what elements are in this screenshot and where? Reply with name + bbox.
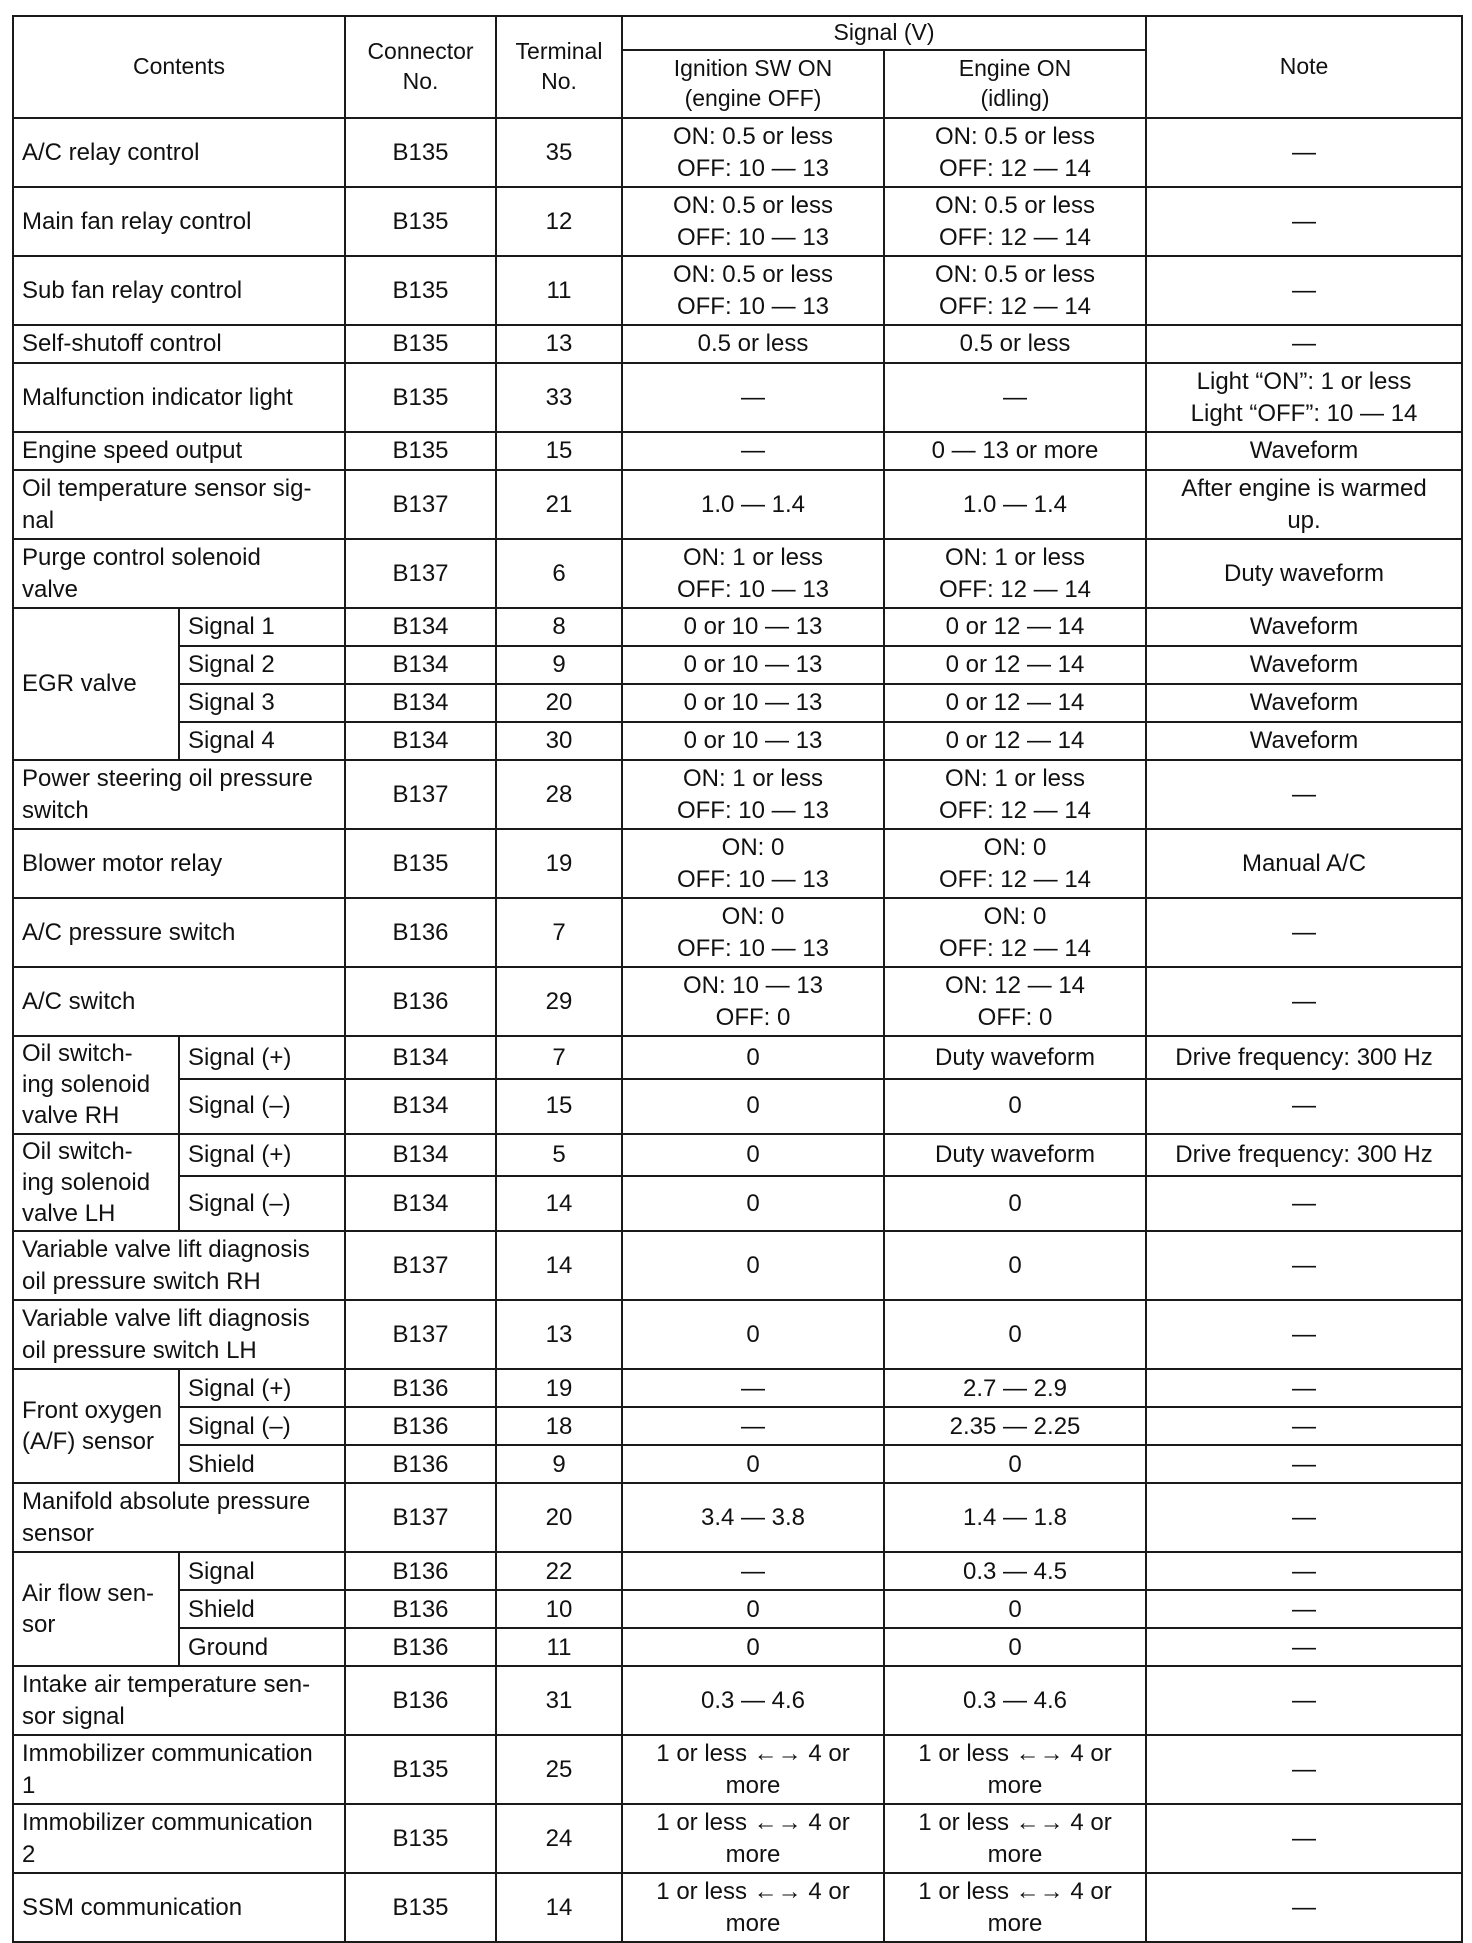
- table-row: [13, 118, 1462, 187]
- signal-engine-on: 0: [884, 1590, 1146, 1628]
- sub-label: Shield: [179, 1590, 345, 1628]
- table-row: [13, 1300, 1462, 1369]
- table-row: [13, 1666, 1462, 1735]
- signal-ignition-on: ON: 0 OFF: 10 — 13: [622, 898, 884, 967]
- table-row: [13, 646, 1462, 684]
- row-label: Sub fan relay control: [13, 256, 345, 325]
- note: —: [1146, 1628, 1462, 1666]
- terminal-no: 7: [496, 1036, 622, 1079]
- row-label: Main fan relay control: [13, 187, 345, 256]
- header-contents: Contents: [13, 16, 345, 118]
- row-label: Immobilizer communication 1: [13, 1735, 345, 1804]
- table-row: [13, 1552, 1462, 1590]
- connector-no: B135: [345, 118, 496, 187]
- note: —: [1146, 898, 1462, 967]
- signal-ignition-on: —: [622, 1552, 884, 1590]
- note: —: [1146, 1666, 1462, 1735]
- header-terminal: Terminal No.: [496, 16, 622, 118]
- table-row: [13, 1079, 1462, 1134]
- table-row: [13, 1445, 1462, 1483]
- table-row: [13, 608, 1462, 646]
- table-row: [13, 760, 1462, 829]
- header-row-1: [13, 16, 1462, 50]
- signal-engine-on: ON: 0 OFF: 12 — 14: [884, 898, 1146, 967]
- note: —: [1146, 256, 1462, 325]
- signal-engine-on: 1 or less ←→ 4 or more: [884, 1735, 1146, 1804]
- sub-label: Signal: [179, 1552, 345, 1590]
- terminal-no: 5: [496, 1134, 622, 1177]
- signal-ignition-on: ON: 1 or less OFF: 10 — 13: [622, 760, 884, 829]
- row-label: Oil temperature sensor sig- nal: [13, 470, 345, 539]
- connector-no: B135: [345, 1735, 496, 1804]
- signal-ignition-on: ON: 0.5 or less OFF: 10 — 13: [622, 187, 884, 256]
- connector-no: B134: [345, 608, 496, 646]
- row-label: A/C relay control: [13, 118, 345, 187]
- terminal-no: 14: [496, 1873, 622, 1942]
- signal-table: [12, 15, 1463, 1943]
- header-ignition-on: Ignition SW ON (engine OFF): [622, 50, 884, 118]
- sub-label: Signal 2: [179, 646, 345, 684]
- table-row: [13, 1628, 1462, 1666]
- signal-engine-on: ON: 0.5 or less OFF: 12 — 14: [884, 118, 1146, 187]
- signal-engine-on: ON: 12 — 14 OFF: 0: [884, 967, 1146, 1036]
- row-label: Power steering oil pressure switch: [13, 760, 345, 829]
- header-note: Note: [1146, 16, 1462, 118]
- signal-ignition-on: —: [622, 1407, 884, 1445]
- terminal-no: 35: [496, 118, 622, 187]
- note: —: [1146, 1231, 1462, 1300]
- sub-label: Signal 1: [179, 608, 345, 646]
- connector-no: B134: [345, 722, 496, 760]
- connector-no: B137: [345, 760, 496, 829]
- signal-ignition-on: ON: 0 OFF: 10 — 13: [622, 829, 884, 898]
- connector-no: B135: [345, 256, 496, 325]
- connector-no: B135: [345, 1873, 496, 1942]
- note: Waveform: [1146, 684, 1462, 722]
- terminal-no: 8: [496, 608, 622, 646]
- table-row: [13, 325, 1462, 363]
- terminal-no: 15: [496, 1079, 622, 1134]
- table-row: [13, 684, 1462, 722]
- connector-no: B136: [345, 898, 496, 967]
- connector-no: B136: [345, 967, 496, 1036]
- signal-engine-on: —: [884, 363, 1146, 432]
- row-label: Variable valve lift diagnosis oil pressure switch LH: [13, 1300, 345, 1369]
- note: —: [1146, 118, 1462, 187]
- row-label: SSM communication: [13, 1873, 345, 1942]
- sub-label: Ground: [179, 1628, 345, 1666]
- signal-engine-on: 1.4 — 1.8: [884, 1483, 1146, 1552]
- signal-ignition-on: 0.3 — 4.6: [622, 1666, 884, 1735]
- signal-engine-on: 0.3 — 4.5: [884, 1552, 1146, 1590]
- connector-no: B137: [345, 1300, 496, 1369]
- terminal-no: 13: [496, 325, 622, 363]
- signal-engine-on: 1 or less ←→ 4 or more: [884, 1804, 1146, 1873]
- note: —: [1146, 187, 1462, 256]
- note: —: [1146, 1483, 1462, 1552]
- table-row: [13, 1369, 1462, 1407]
- group-label: Oil switch- ing solenoid valve RH: [13, 1036, 179, 1134]
- table-row: [13, 539, 1462, 608]
- connector-no: B137: [345, 1231, 496, 1300]
- terminal-no: 9: [496, 646, 622, 684]
- sub-label: Signal 3: [179, 684, 345, 722]
- signal-ignition-on: 0: [622, 1300, 884, 1369]
- terminal-no: 24: [496, 1804, 622, 1873]
- sub-label: Signal (+): [179, 1036, 345, 1079]
- table-row: [13, 1804, 1462, 1873]
- signal-engine-on: ON: 0 OFF: 12 — 14: [884, 829, 1146, 898]
- connector-no: B135: [345, 187, 496, 256]
- signal-ignition-on: ON: 1 or less OFF: 10 — 13: [622, 539, 884, 608]
- terminal-no: 12: [496, 187, 622, 256]
- row-label: Variable valve lift diagnosis oil pressure switch RH: [13, 1231, 345, 1300]
- connector-no: B137: [345, 539, 496, 608]
- row-label: Immobilizer communication 2: [13, 1804, 345, 1873]
- sub-label: Signal (–): [179, 1176, 345, 1231]
- signal-engine-on: 0: [884, 1628, 1146, 1666]
- signal-engine-on: 0 or 12 — 14: [884, 684, 1146, 722]
- note: Waveform: [1146, 608, 1462, 646]
- terminal-no: 19: [496, 1369, 622, 1407]
- row-label: Manifold absolute pressure sensor: [13, 1483, 345, 1552]
- signal-ignition-on: 0.5 or less: [622, 325, 884, 363]
- connector-no: B136: [345, 1445, 496, 1483]
- connector-no: B137: [345, 470, 496, 539]
- signal-ignition-on: 0: [622, 1036, 884, 1079]
- signal-engine-on: 1 or less ←→ 4 or more: [884, 1873, 1146, 1942]
- connector-no: B135: [345, 1804, 496, 1873]
- sub-label: Signal (+): [179, 1134, 345, 1177]
- signal-engine-on: Duty waveform: [884, 1134, 1146, 1177]
- signal-ignition-on: 0: [622, 1628, 884, 1666]
- signal-ignition-on: ON: 10 — 13 OFF: 0: [622, 967, 884, 1036]
- connector-no: B134: [345, 1176, 496, 1231]
- note: Manual A/C: [1146, 829, 1462, 898]
- connector-no: B136: [345, 1666, 496, 1735]
- terminal-no: 13: [496, 1300, 622, 1369]
- terminal-no: 14: [496, 1231, 622, 1300]
- sub-label: Signal (+): [179, 1369, 345, 1407]
- terminal-no: 25: [496, 1735, 622, 1804]
- table-row: [13, 363, 1462, 432]
- signal-ignition-on: 1.0 — 1.4: [622, 470, 884, 539]
- table-row: [13, 722, 1462, 760]
- signal-engine-on: ON: 0.5 or less OFF: 12 — 14: [884, 256, 1146, 325]
- terminal-no: 11: [496, 1628, 622, 1666]
- note: —: [1146, 1300, 1462, 1369]
- connector-no: B134: [345, 1134, 496, 1177]
- table-row: [13, 1483, 1462, 1552]
- signal-ignition-on: ON: 0.5 or less OFF: 10 — 13: [622, 118, 884, 187]
- table-row: [13, 470, 1462, 539]
- group-label: Oil switch- ing solenoid valve LH: [13, 1134, 179, 1232]
- terminal-no: 10: [496, 1590, 622, 1628]
- row-label: Engine speed output: [13, 432, 345, 470]
- signal-engine-on: 0: [884, 1176, 1146, 1231]
- note: —: [1146, 1176, 1462, 1231]
- signal-engine-on: 0 or 12 — 14: [884, 646, 1146, 684]
- row-label: A/C pressure switch: [13, 898, 345, 967]
- signal-ignition-on: 0 or 10 — 13: [622, 684, 884, 722]
- note: —: [1146, 325, 1462, 363]
- table-row: [13, 187, 1462, 256]
- connector-no: B136: [345, 1407, 496, 1445]
- table-row: [13, 829, 1462, 898]
- table-row: [13, 1134, 1462, 1177]
- sub-label: Signal 4: [179, 722, 345, 760]
- table-row: [13, 967, 1462, 1036]
- table-row: [13, 1873, 1462, 1942]
- connector-no: B135: [345, 363, 496, 432]
- signal-ignition-on: 1 or less ←→ 4 or more: [622, 1804, 884, 1873]
- terminal-no: 28: [496, 760, 622, 829]
- terminal-no: 29: [496, 967, 622, 1036]
- note: —: [1146, 967, 1462, 1036]
- signal-ignition-on: 0 or 10 — 13: [622, 608, 884, 646]
- table-row: [13, 432, 1462, 470]
- table-body: [13, 118, 1462, 1942]
- connector-no: B134: [345, 646, 496, 684]
- terminal-no: 31: [496, 1666, 622, 1735]
- note: —: [1146, 1369, 1462, 1407]
- note: Waveform: [1146, 722, 1462, 760]
- signal-engine-on: ON: 1 or less OFF: 12 — 14: [884, 539, 1146, 608]
- header-connector: Connector No.: [345, 16, 496, 118]
- signal-ignition-on: 0 or 10 — 13: [622, 722, 884, 760]
- connector-no: B136: [345, 1552, 496, 1590]
- table-row: [13, 1176, 1462, 1231]
- table-row: [13, 1036, 1462, 1079]
- connector-no: B135: [345, 829, 496, 898]
- signal-ignition-on: 0: [622, 1079, 884, 1134]
- row-label: Purge control solenoid valve: [13, 539, 345, 608]
- signal-ignition-on: ON: 0.5 or less OFF: 10 — 13: [622, 256, 884, 325]
- connector-no: B134: [345, 684, 496, 722]
- note: —: [1146, 1804, 1462, 1873]
- note: After engine is warmed up.: [1146, 470, 1462, 539]
- signal-engine-on: ON: 1 or less OFF: 12 — 14: [884, 760, 1146, 829]
- signal-ignition-on: 0: [622, 1231, 884, 1300]
- note: Duty waveform: [1146, 539, 1462, 608]
- signal-engine-on: 0: [884, 1231, 1146, 1300]
- terminal-no: 15: [496, 432, 622, 470]
- table-row: [13, 256, 1462, 325]
- sub-label: Signal (–): [179, 1079, 345, 1134]
- table-row: [13, 1407, 1462, 1445]
- note: —: [1146, 1552, 1462, 1590]
- note: Waveform: [1146, 646, 1462, 684]
- connector-no: B134: [345, 1079, 496, 1134]
- terminal-no: 14: [496, 1176, 622, 1231]
- signal-ignition-on: 1 or less ←→ 4 or more: [622, 1873, 884, 1942]
- terminal-no: 20: [496, 1483, 622, 1552]
- sub-label: Shield: [179, 1445, 345, 1483]
- signal-engine-on: 0.3 — 4.6: [884, 1666, 1146, 1735]
- table-row: [13, 898, 1462, 967]
- row-label: Blower motor relay: [13, 829, 345, 898]
- signal-ignition-on: —: [622, 1369, 884, 1407]
- terminal-no: 22: [496, 1552, 622, 1590]
- connector-no: B136: [345, 1590, 496, 1628]
- signal-engine-on: 0: [884, 1445, 1146, 1483]
- sub-label: Signal (–): [179, 1407, 345, 1445]
- connector-no: B136: [345, 1628, 496, 1666]
- terminal-no: 21: [496, 470, 622, 539]
- row-label: A/C switch: [13, 967, 345, 1036]
- table-row: [13, 1231, 1462, 1300]
- connector-no: B135: [345, 325, 496, 363]
- signal-ignition-on: 0: [622, 1134, 884, 1177]
- signal-ignition-on: 0: [622, 1445, 884, 1483]
- signal-engine-on: 2.35 — 2.25: [884, 1407, 1146, 1445]
- signal-ignition-on: 3.4 — 3.8: [622, 1483, 884, 1552]
- note: —: [1146, 1445, 1462, 1483]
- signal-engine-on: 0 or 12 — 14: [884, 722, 1146, 760]
- signal-ignition-on: 0: [622, 1590, 884, 1628]
- group-label: Front oxygen (A/F) sensor: [13, 1369, 179, 1483]
- signal-ignition-on: —: [622, 363, 884, 432]
- row-label: Intake air temperature sen- sor signal: [13, 1666, 345, 1735]
- terminal-no: 19: [496, 829, 622, 898]
- table-row: [13, 1590, 1462, 1628]
- note: Waveform: [1146, 432, 1462, 470]
- terminal-no: 6: [496, 539, 622, 608]
- header-signal: Signal (V): [622, 16, 1146, 50]
- signal-engine-on: 0.5 or less: [884, 325, 1146, 363]
- signal-engine-on: 2.7 — 2.9: [884, 1369, 1146, 1407]
- signal-engine-on: 1.0 — 1.4: [884, 470, 1146, 539]
- terminal-no: 11: [496, 256, 622, 325]
- note: —: [1146, 1590, 1462, 1628]
- signal-engine-on: 0: [884, 1300, 1146, 1369]
- signal-ignition-on: —: [622, 432, 884, 470]
- signal-engine-on: 0 — 13 or more: [884, 432, 1146, 470]
- group-label: EGR valve: [13, 608, 179, 760]
- signal-ignition-on: 1 or less ←→ 4 or more: [622, 1735, 884, 1804]
- terminal-no: 18: [496, 1407, 622, 1445]
- terminal-no: 33: [496, 363, 622, 432]
- signal-ignition-on: 0 or 10 — 13: [622, 646, 884, 684]
- note: —: [1146, 1873, 1462, 1942]
- group-label: Air flow sen- sor: [13, 1552, 179, 1666]
- terminal-no: 9: [496, 1445, 622, 1483]
- signal-ignition-on: 0: [622, 1176, 884, 1231]
- terminal-no: 7: [496, 898, 622, 967]
- note: Drive frequency: 300 Hz: [1146, 1134, 1462, 1177]
- signal-engine-on: ON: 0.5 or less OFF: 12 — 14: [884, 187, 1146, 256]
- note: —: [1146, 1079, 1462, 1134]
- note: —: [1146, 1407, 1462, 1445]
- connector-no: B134: [345, 1036, 496, 1079]
- row-label: Malfunction indicator light: [13, 363, 345, 432]
- header-engine-on: Engine ON (idling): [884, 50, 1146, 118]
- note: Drive frequency: 300 Hz: [1146, 1036, 1462, 1079]
- note: —: [1146, 760, 1462, 829]
- signal-engine-on: 0 or 12 — 14: [884, 608, 1146, 646]
- terminal-no: 30: [496, 722, 622, 760]
- table-row: [13, 1735, 1462, 1804]
- row-label: Self-shutoff control: [13, 325, 345, 363]
- note: —: [1146, 1735, 1462, 1804]
- signal-engine-on: 0: [884, 1079, 1146, 1134]
- note: Light “ON”: 1 or less Light “OFF”: 10 — 14: [1146, 363, 1462, 432]
- connector-no: B137: [345, 1483, 496, 1552]
- signal-engine-on: Duty waveform: [884, 1036, 1146, 1079]
- terminal-no: 20: [496, 684, 622, 722]
- connector-no: B136: [345, 1369, 496, 1407]
- connector-no: B135: [345, 432, 496, 470]
